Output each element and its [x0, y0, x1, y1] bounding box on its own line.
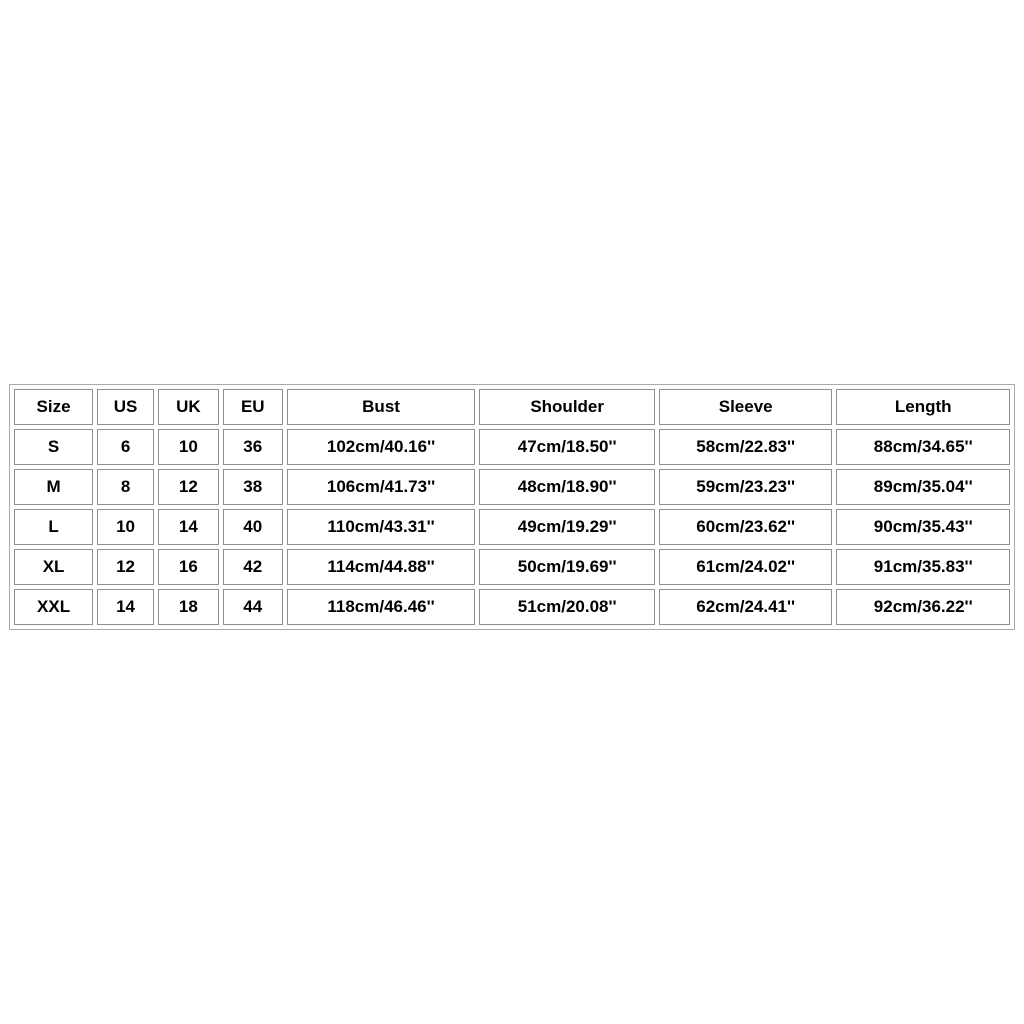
- cell-eu: 38: [223, 469, 283, 505]
- cell-eu: 40: [223, 509, 283, 545]
- table-row: [14, 469, 1010, 505]
- cell-shoulder: 47cm/18.50'': [479, 429, 655, 465]
- size-table: [10, 385, 1014, 629]
- cell-eu: 42: [223, 549, 283, 585]
- cell-eu: 44: [223, 589, 283, 625]
- table-row: [14, 549, 1010, 585]
- cell-uk: 12: [158, 469, 219, 505]
- cell-bust: 106cm/41.73'': [287, 469, 476, 505]
- cell-bust: 102cm/40.16'': [287, 429, 476, 465]
- cell-sleeve: 62cm/24.41'': [659, 589, 833, 625]
- header-us: US: [97, 389, 154, 425]
- cell-us: 12: [97, 549, 154, 585]
- cell-us: 8: [97, 469, 154, 505]
- cell-us: 10: [97, 509, 154, 545]
- cell-length: 88cm/34.65'': [836, 429, 1010, 465]
- cell-sleeve: 59cm/23.23'': [659, 469, 833, 505]
- cell-eu: 36: [223, 429, 283, 465]
- cell-sleeve: 61cm/24.02'': [659, 549, 833, 585]
- cell-shoulder: 51cm/20.08'': [479, 589, 655, 625]
- cell-bust: 118cm/46.46'': [287, 589, 476, 625]
- header-shoulder: Shoulder: [479, 389, 655, 425]
- header-length: Length: [836, 389, 1010, 425]
- header-eu: EU: [223, 389, 283, 425]
- table-header-row: [14, 389, 1010, 425]
- cell-bust: 110cm/43.31'': [287, 509, 476, 545]
- header-uk: UK: [158, 389, 219, 425]
- cell-bust: 114cm/44.88'': [287, 549, 476, 585]
- cell-length: 90cm/35.43'': [836, 509, 1010, 545]
- cell-us: 14: [97, 589, 154, 625]
- cell-shoulder: 48cm/18.90'': [479, 469, 655, 505]
- cell-size: M: [14, 469, 93, 505]
- cell-uk: 14: [158, 509, 219, 545]
- header-sleeve: Sleeve: [659, 389, 833, 425]
- header-size: Size: [14, 389, 93, 425]
- cell-uk: 16: [158, 549, 219, 585]
- table-row: [14, 589, 1010, 625]
- cell-length: 89cm/35.04'': [836, 469, 1010, 505]
- cell-uk: 10: [158, 429, 219, 465]
- size-chart: [9, 384, 1015, 630]
- cell-size: S: [14, 429, 93, 465]
- cell-length: 91cm/35.83'': [836, 549, 1010, 585]
- cell-size: L: [14, 509, 93, 545]
- cell-size: XL: [14, 549, 93, 585]
- cell-us: 6: [97, 429, 154, 465]
- cell-shoulder: 50cm/19.69'': [479, 549, 655, 585]
- cell-shoulder: 49cm/19.29'': [479, 509, 655, 545]
- table-row: [14, 429, 1010, 465]
- cell-size: XXL: [14, 589, 93, 625]
- header-bust: Bust: [287, 389, 476, 425]
- cell-sleeve: 58cm/22.83'': [659, 429, 833, 465]
- cell-length: 92cm/36.22'': [836, 589, 1010, 625]
- table-row: [14, 509, 1010, 545]
- cell-sleeve: 60cm/23.62'': [659, 509, 833, 545]
- cell-uk: 18: [158, 589, 219, 625]
